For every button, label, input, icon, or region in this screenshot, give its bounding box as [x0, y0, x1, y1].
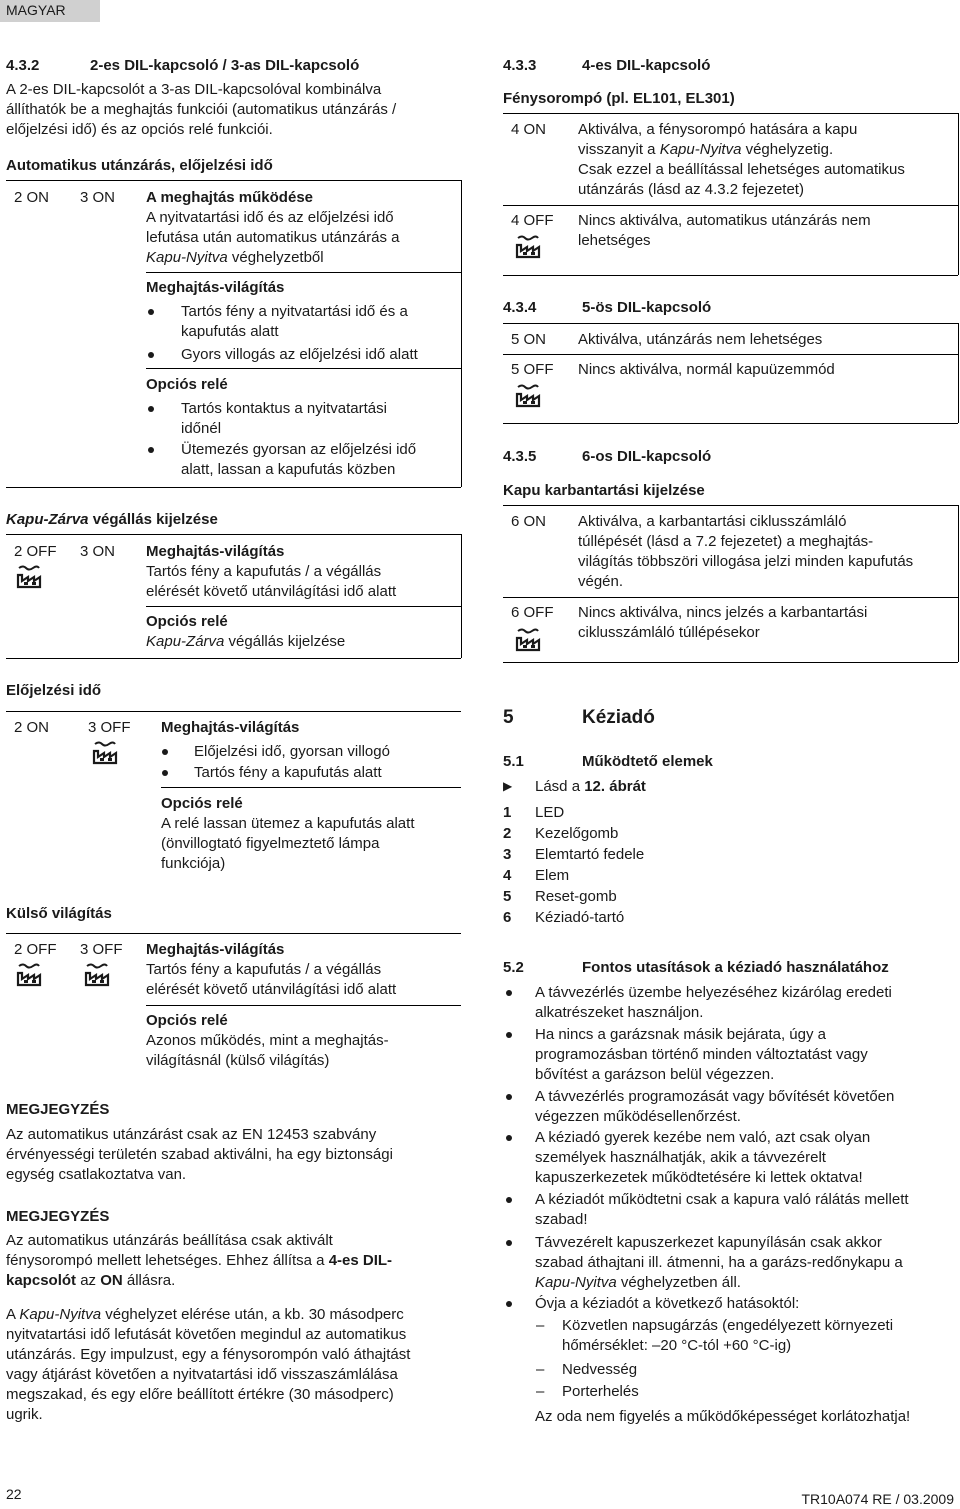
- warning-text: bővítést a garázson belül végezzen.: [535, 1066, 775, 1083]
- warning-text: A távvezérlés üzembe helyezéséhez kizárólag eredeti: [535, 984, 892, 1001]
- factory-off-icon: [16, 963, 42, 987]
- switch-2-off: 2 OFF: [14, 543, 57, 560]
- relay-desc: A relé lassan ütemez a kapufutás alatt: [161, 815, 415, 832]
- warning-text: Óvja a kéziadót a következő hatásoktól:: [535, 1295, 800, 1312]
- bullet-text: időnél: [181, 420, 222, 437]
- closing-text: Az oda nem figyelés a működőképességet korlátozhatja!: [535, 1408, 911, 1425]
- relay-desc: (önvillogtató figyelmeztető lámpa: [161, 835, 380, 852]
- section-title: 6-os DIL-kapcsoló: [582, 448, 712, 465]
- gate-open-term: Kapu-Nyitva: [146, 249, 228, 266]
- hazard-text: Nedvesség: [562, 1361, 638, 1378]
- warning-text: Távvezérelt kapuszerkezet kapunyílásán csak akkor: [535, 1234, 882, 1251]
- switch-2-on: 2 ON: [14, 719, 50, 736]
- note-text: az: [76, 1272, 101, 1289]
- section-number: 5.1: [503, 753, 524, 770]
- warning-text: végezzen működésellenőrzést.: [535, 1108, 741, 1125]
- relay-desc: végállás kijelzése: [224, 633, 346, 650]
- option-desc: Aktiválva, utánzárás nem lehetséges: [578, 331, 823, 348]
- warning-text: programozásban történő minden változtatást vagy: [535, 1046, 868, 1063]
- figure-ref: 12. ábrát: [584, 778, 646, 795]
- switch-2-off: 2 OFF: [14, 941, 57, 958]
- body-text: ugrik.: [6, 1406, 43, 1423]
- gate-closed-term: Kapu-Zárva: [146, 633, 225, 650]
- function-desc: lefutása után automatikus utánzárás a: [146, 229, 400, 246]
- relay-desc: világításnál (külső világítás): [146, 1052, 330, 1069]
- note-bold: kapcsolót: [6, 1272, 77, 1289]
- hazard-text: Porterhelés: [562, 1383, 639, 1400]
- switch-3-on: 3 ON: [80, 189, 116, 206]
- relay-desc: funkciója): [161, 855, 226, 872]
- section-title: 2-es DIL-kapcsoló / 3-as DIL-kapcsoló: [90, 57, 360, 74]
- bullet-text: Tartós fény a nyitvatartási idő és a: [181, 303, 408, 320]
- dash-icon: –: [536, 1361, 545, 1378]
- relay-head: Opciós relé: [161, 795, 243, 812]
- item-label: Elem: [535, 867, 570, 884]
- option-desc: Nincs aktiválva, nincs jelzés a karbantartási: [578, 604, 868, 621]
- switch-6-on: 6 ON: [511, 513, 547, 530]
- warning-text: véghelyzetben áll.: [616, 1274, 741, 1291]
- item-label: LED: [535, 804, 565, 821]
- body-text: A: [6, 1306, 20, 1323]
- warning-text: személyek használhatják, akik a távvezérelt: [535, 1149, 826, 1166]
- option-desc: Nincs aktiválva, automatikus utánzárás nem: [578, 212, 871, 229]
- warning-text: szabad áthajtani ill. átmenni, ha a garázs-redőnykapu a: [535, 1254, 903, 1271]
- function-desc: véghelyzetből: [227, 249, 324, 266]
- light-head: Meghajtás-világítás: [146, 279, 285, 296]
- section-title: 4-es DIL-kapcsoló: [582, 57, 711, 74]
- body-text: utánzárás. Egy impulzust, egy a fénysorompón való áthajtást: [6, 1346, 411, 1363]
- body-text: vagy átjárást követően a nyitvatartási idő visszaszámlálása: [6, 1366, 398, 1383]
- chapter-title: Kéziadó: [582, 707, 655, 728]
- subheading-external: Külső világítás: [6, 905, 112, 922]
- switch-3-off: 3 OFF: [88, 719, 131, 736]
- hazard-text: hőmérséklet: –20 °C-tól +60 °C-ig): [562, 1337, 792, 1354]
- option-desc: Csak ezzel a beállítással lehetséges automatikus: [578, 161, 905, 178]
- section-number: 5.2: [503, 959, 524, 976]
- light-desc: Tartós fény a kapufutás / a végállás: [146, 961, 382, 978]
- note-text: egység csatlakoztatva van.: [6, 1166, 187, 1183]
- light-head: Meghajtás-világítás: [161, 719, 300, 736]
- note-heading: MEGJEGYZÉS: [6, 1208, 110, 1225]
- language-tab: [0, 0, 100, 22]
- section-number: 4.3.3: [503, 57, 537, 74]
- item-label: Elemtartó fedele: [535, 846, 645, 863]
- light-desc: Tartós fény a kapufutás / a végállás: [146, 563, 382, 580]
- warning-text: Ha nincs a garázsnak másik bejárata, úgy a: [535, 1026, 826, 1043]
- switch-4-off: 4 OFF: [511, 212, 554, 229]
- item-number: 4: [503, 867, 512, 884]
- intro-line-1: A 2-es DIL-kapcsolót a 3-as DIL-kapcsolóval kombinálva: [6, 81, 382, 98]
- document-code: TR10A074 RE / 03.2009: [801, 1491, 954, 1507]
- switch-6-off: 6 OFF: [511, 604, 554, 621]
- option-desc: ciklusszámláló túllépésekor: [578, 624, 760, 641]
- switch-2-on: 2 ON: [14, 189, 50, 206]
- option-desc: lehetséges: [578, 232, 651, 249]
- body-text: véghelyzet elérése után, a kb. 30 másodperc: [101, 1306, 404, 1323]
- warning-text: alkatrészeket használjon.: [535, 1004, 704, 1021]
- option-desc: visszanyit a: [578, 141, 660, 158]
- function-head: A meghajtás működése: [146, 189, 313, 206]
- gate-open-term: Kapu-Nyitva: [19, 1306, 102, 1323]
- warning-text: A kéziadót működtetni csak a kapura való rálátás mellett: [535, 1191, 909, 1208]
- relay-head: Opciós relé: [146, 613, 228, 630]
- note-bold: ON: [100, 1272, 123, 1289]
- option-desc: véghelyzetig.: [741, 141, 834, 158]
- gate-open-term: Kapu-Nyitva: [659, 141, 742, 158]
- note-text: állásra.: [122, 1272, 176, 1289]
- subheading-photocell: Fénysorompó (pl. EL101, EL301): [503, 90, 735, 107]
- intro-line-3: előjelzési idő) és az opciós relé funkciói.: [6, 121, 273, 138]
- switch-4-on: 4 ON: [511, 121, 547, 138]
- section-number: 4.3.4: [503, 299, 537, 316]
- bullet-text: Ütemezés gyorsan az előjelzési idő: [181, 441, 417, 458]
- factory-off-icon: [515, 235, 541, 259]
- language-label: MAGYAR: [6, 2, 66, 18]
- bullet-text: Előjelzési idő, gyorsan villogó: [194, 743, 390, 760]
- function-desc: A nyitvatartási idő és az előjelzési idő: [146, 209, 394, 226]
- note-text: Az automatikus utánzárás beállítása csak aktivált: [6, 1232, 333, 1249]
- light-head: Meghajtás-világítás: [146, 941, 285, 958]
- option-desc: Aktiválva, a karbantartási ciklusszámláló: [578, 513, 847, 530]
- relay-head: Opciós relé: [146, 1012, 228, 1029]
- see-text: Lásd a: [535, 778, 585, 795]
- note-text: fénysorompó mellett lehetséges. Ehhez állítsa a: [6, 1252, 329, 1269]
- warning-text: A kéziadó gyerek kezébe nem való, azt csak olyan: [535, 1129, 871, 1146]
- switch-3-on: 3 ON: [80, 543, 116, 560]
- switch-5-on: 5 ON: [511, 331, 547, 348]
- section-title: 5-ös DIL-kapcsoló: [582, 299, 712, 316]
- item-label: Kéziadó-tartó: [535, 909, 625, 926]
- factory-off-icon: [16, 565, 42, 589]
- bullet-text: Tartós kontaktus a nyitvatartási: [181, 400, 387, 417]
- bullet-text: kapufutás alatt: [181, 323, 279, 340]
- section-number: 4.3.5: [503, 448, 537, 465]
- body-text: nyitvatartási idő lefutását követően megindul az automatikus: [6, 1326, 407, 1343]
- factory-off-icon: [92, 741, 118, 765]
- light-desc: elérését követő utánvilágítási idő alatt: [146, 981, 397, 998]
- relay-desc: Azonos működés, mint a meghajtás-: [146, 1032, 389, 1049]
- option-desc: Aktiválva, a fénysorompó hatására a kapu: [578, 121, 858, 138]
- bullet-text: Gyors villogás az előjelzési idő alatt: [181, 346, 418, 363]
- item-number: 6: [503, 909, 512, 926]
- dash-icon: –: [536, 1383, 545, 1400]
- option-desc: Nincs aktiválva, normál kapuüzemmód: [578, 361, 835, 378]
- subheading-auto: Automatikus utánzárás, előjelzési idő: [6, 157, 273, 174]
- intro-line-2: állíthatók be a meghajtás funkciói (automatikus utánzárás /: [6, 101, 397, 118]
- note-heading: MEGJEGYZÉS: [6, 1101, 110, 1118]
- light-desc: elérését követő utánvilágítási idő alatt: [146, 583, 397, 600]
- section-title: Működtető elemek: [582, 753, 713, 770]
- option-desc: utánzárás (lásd az 4.3.2 fejezetet): [578, 181, 804, 198]
- item-number: 5: [503, 888, 512, 905]
- gate-closed-term: Kapu-Zárva: [6, 511, 89, 528]
- gate-open-term: Kapu-Nyitva: [535, 1274, 617, 1291]
- light-head: Meghajtás-világítás: [146, 543, 285, 560]
- section-number: 4.3.2: [6, 57, 40, 74]
- switch-5-off: 5 OFF: [511, 361, 554, 378]
- option-desc: túllépését (lásd a 7.2 fejezetet) a meghajtás-: [578, 533, 874, 550]
- section-title: Fontos utasítások a kéziadó használatához: [582, 959, 889, 976]
- subheading-closed: végállás kijelzése: [88, 511, 218, 528]
- arrow-right-icon: ▶: [503, 779, 513, 793]
- note-text: érvényességi területén szabad aktiválni, ha egy biztonsági: [6, 1146, 393, 1163]
- warning-text: A távvezérlés programozását vagy bővítését követően: [535, 1088, 895, 1105]
- subheading-maintenance: Kapu karbantartási kijelzése: [503, 482, 705, 499]
- item-number: 1: [503, 804, 512, 821]
- page-number: 22: [6, 1486, 22, 1502]
- factory-off-icon: [515, 628, 541, 652]
- switch-3-off: 3 OFF: [80, 941, 123, 958]
- subheading-prewarn: Előjelzési idő: [6, 682, 102, 699]
- bullet-text: alatt, lassan a kapufutás közben: [181, 461, 396, 478]
- warning-text: szabad!: [535, 1211, 588, 1228]
- item-label: Reset-gomb: [535, 888, 617, 905]
- note-bold: 4-es DIL-: [328, 1252, 393, 1269]
- factory-off-icon: [84, 963, 110, 987]
- option-desc: végén.: [578, 573, 624, 590]
- note-text: Az automatikus utánzárást csak az EN 12453 szabvány: [6, 1126, 377, 1143]
- body-text: megszakad, és egy előre beállított értékre (30 másodperc): [6, 1386, 394, 1403]
- factory-off-icon: [515, 384, 541, 408]
- item-label: Kezelőgomb: [535, 825, 619, 842]
- dash-icon: –: [536, 1317, 545, 1334]
- option-desc: világítás többszöri villogása jelzi minden kapufutás: [578, 553, 914, 570]
- item-number: 2: [503, 825, 512, 842]
- chapter-number: 5: [503, 707, 514, 728]
- bullet-text: Tartós fény a kapufutás alatt: [194, 764, 382, 781]
- relay-head: Opciós relé: [146, 376, 228, 393]
- item-number: 3: [503, 846, 512, 863]
- hazard-text: Közvetlen napsugárzás (engedélyezett környezeti: [562, 1317, 894, 1334]
- warning-text: kapuszerkezetek működtetésére ki lettek oktatva!: [535, 1169, 863, 1186]
